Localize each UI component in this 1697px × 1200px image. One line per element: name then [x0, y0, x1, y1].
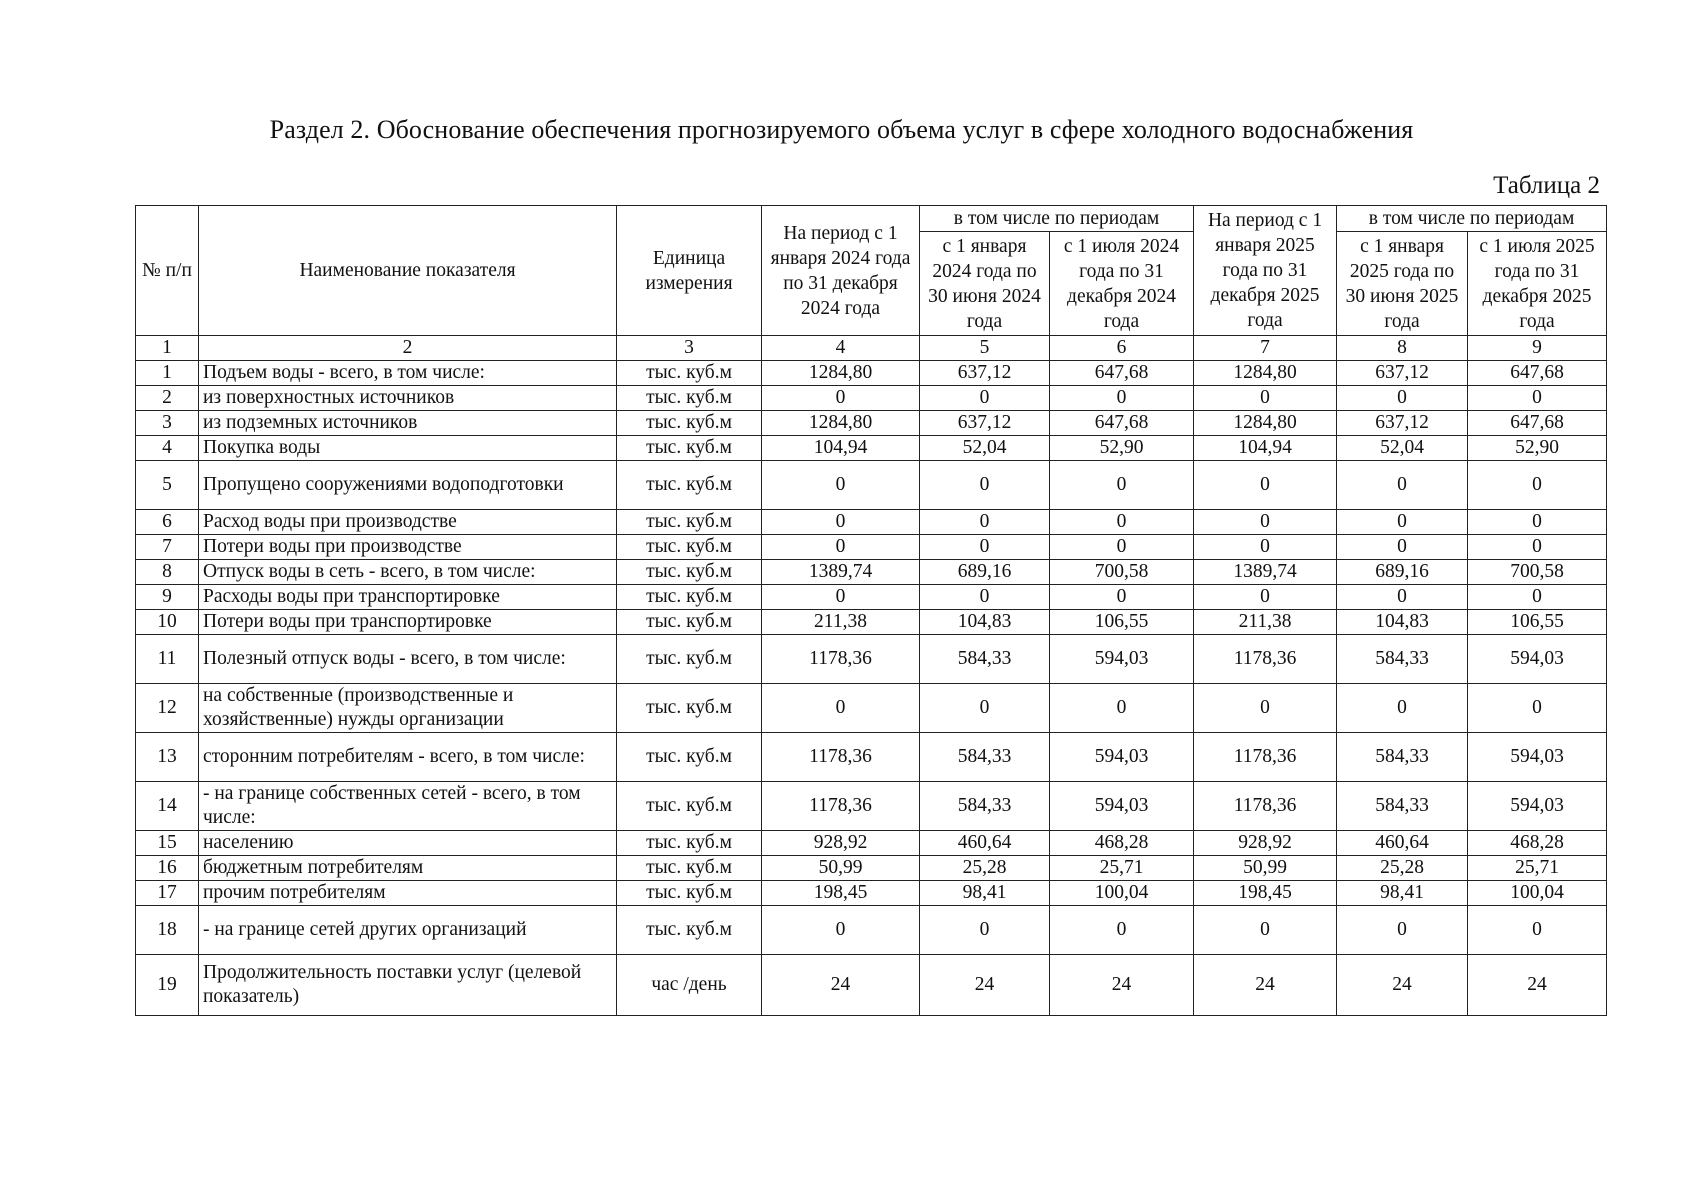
value-cell: 50,99	[1194, 856, 1337, 881]
row-number: 6	[136, 510, 199, 535]
unit-cell: тыс. куб.м	[617, 585, 762, 610]
value-cell: 0	[1050, 386, 1194, 411]
table-row	[136, 386, 1607, 411]
indicator-name: Полезный отпуск воды - всего, в том числе:	[199, 635, 617, 684]
row-number: 2	[136, 386, 199, 411]
table-row	[136, 610, 1607, 635]
row-number: 10	[136, 610, 199, 635]
header-split-2025: в том числе по периодам	[1337, 206, 1607, 232]
value-cell: 24	[762, 955, 920, 1016]
table-row	[136, 361, 1607, 386]
value-cell: 928,92	[1194, 831, 1337, 856]
value-cell: 1389,74	[1194, 560, 1337, 585]
unit-cell: тыс. куб.м	[617, 831, 762, 856]
value-cell: 1178,36	[762, 635, 920, 684]
row-number: 5	[136, 461, 199, 510]
value-cell: 637,12	[1337, 361, 1468, 386]
value-cell: 637,12	[920, 411, 1050, 436]
value-cell: 1178,36	[1194, 782, 1337, 831]
table-row	[136, 535, 1607, 560]
value-cell: 0	[1468, 386, 1607, 411]
value-cell: 700,58	[1468, 560, 1607, 585]
header-h2-2025: с 1 июля 2025 года по 31 декабря 2025 года	[1468, 232, 1607, 336]
value-cell: 584,33	[1337, 635, 1468, 684]
unit-cell: тыс. куб.м	[617, 856, 762, 881]
unit-cell: тыс. куб.м	[617, 386, 762, 411]
value-cell: 0	[762, 585, 920, 610]
value-cell: 50,99	[762, 856, 920, 881]
value-cell: 25,71	[1468, 856, 1607, 881]
value-cell: 104,83	[1337, 610, 1468, 635]
value-cell: 25,71	[1050, 856, 1194, 881]
unit-cell: тыс. куб.м	[617, 610, 762, 635]
indicator-name: Расходы воды при транспортировке	[199, 585, 617, 610]
value-cell: 0	[1050, 461, 1194, 510]
table-row	[136, 510, 1607, 535]
table-row	[136, 856, 1607, 881]
value-cell: 24	[1337, 955, 1468, 1016]
value-cell: 211,38	[1194, 610, 1337, 635]
value-cell: 0	[762, 535, 920, 560]
value-cell: 0	[1194, 585, 1337, 610]
value-cell: 637,12	[920, 361, 1050, 386]
unit-cell: тыс. куб.м	[617, 510, 762, 535]
column-number-row	[136, 336, 1607, 361]
value-cell: 0	[1337, 535, 1468, 560]
value-cell: 0	[762, 684, 920, 733]
indicator-name: бюджетным потребителям	[199, 856, 617, 881]
header-period-2024: На период с 1 января 2024 года по 31 декабря 2024 года	[762, 206, 920, 336]
header-num: № п/п	[136, 206, 199, 336]
unit-cell: тыс. куб.м	[617, 535, 762, 560]
header-split-2024: в том числе по периодам	[920, 206, 1194, 232]
value-cell: 928,92	[762, 831, 920, 856]
value-cell: 0	[1468, 585, 1607, 610]
value-cell: 0	[1194, 386, 1337, 411]
indicator-name: Расход воды при производстве	[199, 510, 617, 535]
indicator-name: Подъем воды - всего, в том числе:	[199, 361, 617, 386]
value-cell: 0	[920, 535, 1050, 560]
value-cell: 594,03	[1468, 635, 1607, 684]
column-number: 9	[1468, 336, 1607, 361]
value-cell: 0	[1337, 510, 1468, 535]
value-cell: 0	[1337, 684, 1468, 733]
row-number: 17	[136, 881, 199, 906]
row-number: 18	[136, 906, 199, 955]
section-title	[0, 115, 1697, 145]
value-cell: 584,33	[1337, 782, 1468, 831]
value-cell: 106,55	[1468, 610, 1607, 635]
value-cell: 0	[1050, 684, 1194, 733]
value-cell: 647,68	[1468, 361, 1607, 386]
indicator-name: Пропущено сооружениями водоподготовки	[199, 461, 617, 510]
value-cell: 460,64	[920, 831, 1050, 856]
value-cell: 0	[1194, 510, 1337, 535]
column-number: 2	[199, 336, 617, 361]
value-cell: 0	[920, 510, 1050, 535]
value-cell: 1284,80	[762, 361, 920, 386]
column-number: 1	[136, 336, 199, 361]
row-number: 13	[136, 733, 199, 782]
unit-cell: тыс. куб.м	[617, 906, 762, 955]
indicator-name: прочим потребителям	[199, 881, 617, 906]
value-cell: 0	[1468, 684, 1607, 733]
table-row	[136, 635, 1607, 684]
indicator-name: на собственные (производственные и хозяйственные) нужды организации	[199, 684, 617, 733]
indicator-name: Отпуск воды в сеть - всего, в том числе:	[199, 560, 617, 585]
value-cell: 647,68	[1050, 411, 1194, 436]
indicator-name: - на границе собственных сетей - всего, в том числе:	[199, 782, 617, 831]
column-number: 3	[617, 336, 762, 361]
value-cell: 468,28	[1468, 831, 1607, 856]
value-cell: 1178,36	[762, 782, 920, 831]
indicator-name: сторонним потребителям - всего, в том числе:	[199, 733, 617, 782]
value-cell: 211,38	[762, 610, 920, 635]
value-cell: 1178,36	[1194, 635, 1337, 684]
value-cell: 24	[1050, 955, 1194, 1016]
indicator-name: - на границе сетей других организаций	[199, 906, 617, 955]
value-cell: 0	[1468, 510, 1607, 535]
unit-cell: тыс. куб.м	[617, 436, 762, 461]
row-number: 7	[136, 535, 199, 560]
row-number: 3	[136, 411, 199, 436]
header-period-2025: На период с 1 января 2025 года по 31 декабря 2025 года	[1194, 206, 1337, 336]
table-body	[136, 361, 1607, 1016]
value-cell: 0	[1050, 510, 1194, 535]
value-cell: 0	[1468, 461, 1607, 510]
unit-cell: тыс. куб.м	[617, 361, 762, 386]
table-row	[136, 906, 1607, 955]
value-cell: 584,33	[920, 635, 1050, 684]
row-number: 12	[136, 684, 199, 733]
indicator-name: Потери воды при производстве	[199, 535, 617, 560]
header-h1-2024: с 1 января 2024 года по 30 июня 2024 года	[920, 232, 1050, 336]
value-cell: 0	[1194, 461, 1337, 510]
value-cell: 98,41	[1337, 881, 1468, 906]
value-cell: 594,03	[1050, 782, 1194, 831]
table-row	[136, 955, 1607, 1016]
value-cell: 52,90	[1468, 436, 1607, 461]
row-number: 4	[136, 436, 199, 461]
header-h1-2025: с 1 января 2025 года по 30 июня 2025 года	[1337, 232, 1468, 336]
value-cell: 460,64	[1337, 831, 1468, 856]
value-cell: 0	[920, 906, 1050, 955]
indicator-name: населению	[199, 831, 617, 856]
table-row	[136, 782, 1607, 831]
table-row	[136, 436, 1607, 461]
value-cell: 647,68	[1468, 411, 1607, 436]
value-cell: 0	[1337, 585, 1468, 610]
value-cell: 0	[1337, 386, 1468, 411]
row-number: 8	[136, 560, 199, 585]
value-cell: 100,04	[1050, 881, 1194, 906]
value-cell: 0	[1194, 684, 1337, 733]
column-number: 5	[920, 336, 1050, 361]
unit-cell: тыс. куб.м	[617, 635, 762, 684]
value-cell: 1284,80	[1194, 361, 1337, 386]
column-number: 8	[1337, 336, 1468, 361]
value-cell: 52,04	[920, 436, 1050, 461]
row-number: 14	[136, 782, 199, 831]
column-number: 4	[762, 336, 920, 361]
section-title-text: Раздел 2. Обоснование обеспечения прогнозируемого объема услуг в сфере холодного водоснабжения	[269, 115, 1414, 144]
indicator-name: Покупка воды	[199, 436, 617, 461]
unit-cell: тыс. куб.м	[617, 782, 762, 831]
value-cell: 106,55	[1050, 610, 1194, 635]
value-cell: 584,33	[920, 782, 1050, 831]
row-number: 19	[136, 955, 199, 1016]
indicator-name: Потери воды при транспортировке	[199, 610, 617, 635]
table-row	[136, 831, 1607, 856]
column-number: 7	[1194, 336, 1337, 361]
row-number: 1	[136, 361, 199, 386]
unit-cell: тыс. куб.м	[617, 411, 762, 436]
value-cell: 0	[1050, 906, 1194, 955]
row-number: 15	[136, 831, 199, 856]
value-cell: 0	[762, 461, 920, 510]
value-cell: 1284,80	[1194, 411, 1337, 436]
row-number: 9	[136, 585, 199, 610]
value-cell: 700,58	[1050, 560, 1194, 585]
value-cell: 0	[762, 510, 920, 535]
value-cell: 104,94	[762, 436, 920, 461]
unit-cell: тыс. куб.м	[617, 733, 762, 782]
row-number: 11	[136, 635, 199, 684]
value-cell: 98,41	[920, 881, 1050, 906]
value-cell: 0	[762, 386, 920, 411]
table-row	[136, 411, 1607, 436]
value-cell: 0	[1050, 585, 1194, 610]
value-cell: 1178,36	[1194, 733, 1337, 782]
forecast-volume-table	[135, 205, 1607, 1016]
value-cell: 198,45	[762, 881, 920, 906]
table-row	[136, 585, 1607, 610]
value-cell: 52,04	[1337, 436, 1468, 461]
value-cell: 104,83	[920, 610, 1050, 635]
value-cell: 100,04	[1468, 881, 1607, 906]
value-cell: 594,03	[1050, 635, 1194, 684]
header-name: Наименование показателя	[199, 206, 617, 336]
indicator-name: из поверхностных источников	[199, 386, 617, 411]
value-cell: 0	[1194, 535, 1337, 560]
value-cell: 0	[762, 906, 920, 955]
value-cell: 594,03	[1468, 733, 1607, 782]
unit-cell: тыс. куб.м	[617, 684, 762, 733]
value-cell: 0	[1468, 906, 1607, 955]
indicator-name: из подземных источников	[199, 411, 617, 436]
value-cell: 637,12	[1337, 411, 1468, 436]
table-row	[136, 881, 1607, 906]
value-cell: 0	[1050, 535, 1194, 560]
value-cell: 24	[1194, 955, 1337, 1016]
row-number: 16	[136, 856, 199, 881]
value-cell: 1284,80	[762, 411, 920, 436]
value-cell: 24	[1468, 955, 1607, 1016]
unit-cell: час /день	[617, 955, 762, 1016]
value-cell: 25,28	[1337, 856, 1468, 881]
value-cell: 584,33	[1337, 733, 1468, 782]
value-cell: 594,03	[1468, 782, 1607, 831]
indicator-name: Продолжительность поставки услуг (целевой показатель)	[199, 955, 617, 1016]
value-cell: 594,03	[1050, 733, 1194, 782]
value-cell: 24	[920, 955, 1050, 1016]
unit-cell: тыс. куб.м	[617, 560, 762, 585]
unit-cell: тыс. куб.м	[617, 461, 762, 510]
table-row	[136, 461, 1607, 510]
table-row	[136, 560, 1607, 585]
value-cell: 0	[920, 386, 1050, 411]
value-cell: 689,16	[1337, 560, 1468, 585]
value-cell: 584,33	[920, 733, 1050, 782]
value-cell: 647,68	[1050, 361, 1194, 386]
value-cell: 0	[1468, 535, 1607, 560]
value-cell: 1178,36	[762, 733, 920, 782]
value-cell: 0	[920, 684, 1050, 733]
value-cell: 1389,74	[762, 560, 920, 585]
header-h2-2024: с 1 июля 2024 года по 31 декабря 2024 года	[1050, 232, 1194, 336]
value-cell: 0	[1337, 461, 1468, 510]
column-number: 6	[1050, 336, 1194, 361]
value-cell: 0	[1194, 906, 1337, 955]
table-label: Таблица 2	[1493, 172, 1600, 199]
table-row	[136, 684, 1607, 733]
value-cell: 104,94	[1194, 436, 1337, 461]
value-cell: 689,16	[920, 560, 1050, 585]
value-cell: 0	[920, 585, 1050, 610]
unit-cell: тыс. куб.м	[617, 881, 762, 906]
value-cell: 25,28	[920, 856, 1050, 881]
value-cell: 198,45	[1194, 881, 1337, 906]
value-cell: 0	[920, 461, 1050, 510]
header-unit: Единица измерения	[617, 206, 762, 336]
value-cell: 0	[1337, 906, 1468, 955]
value-cell: 52,90	[1050, 436, 1194, 461]
value-cell: 468,28	[1050, 831, 1194, 856]
table-row	[136, 733, 1607, 782]
